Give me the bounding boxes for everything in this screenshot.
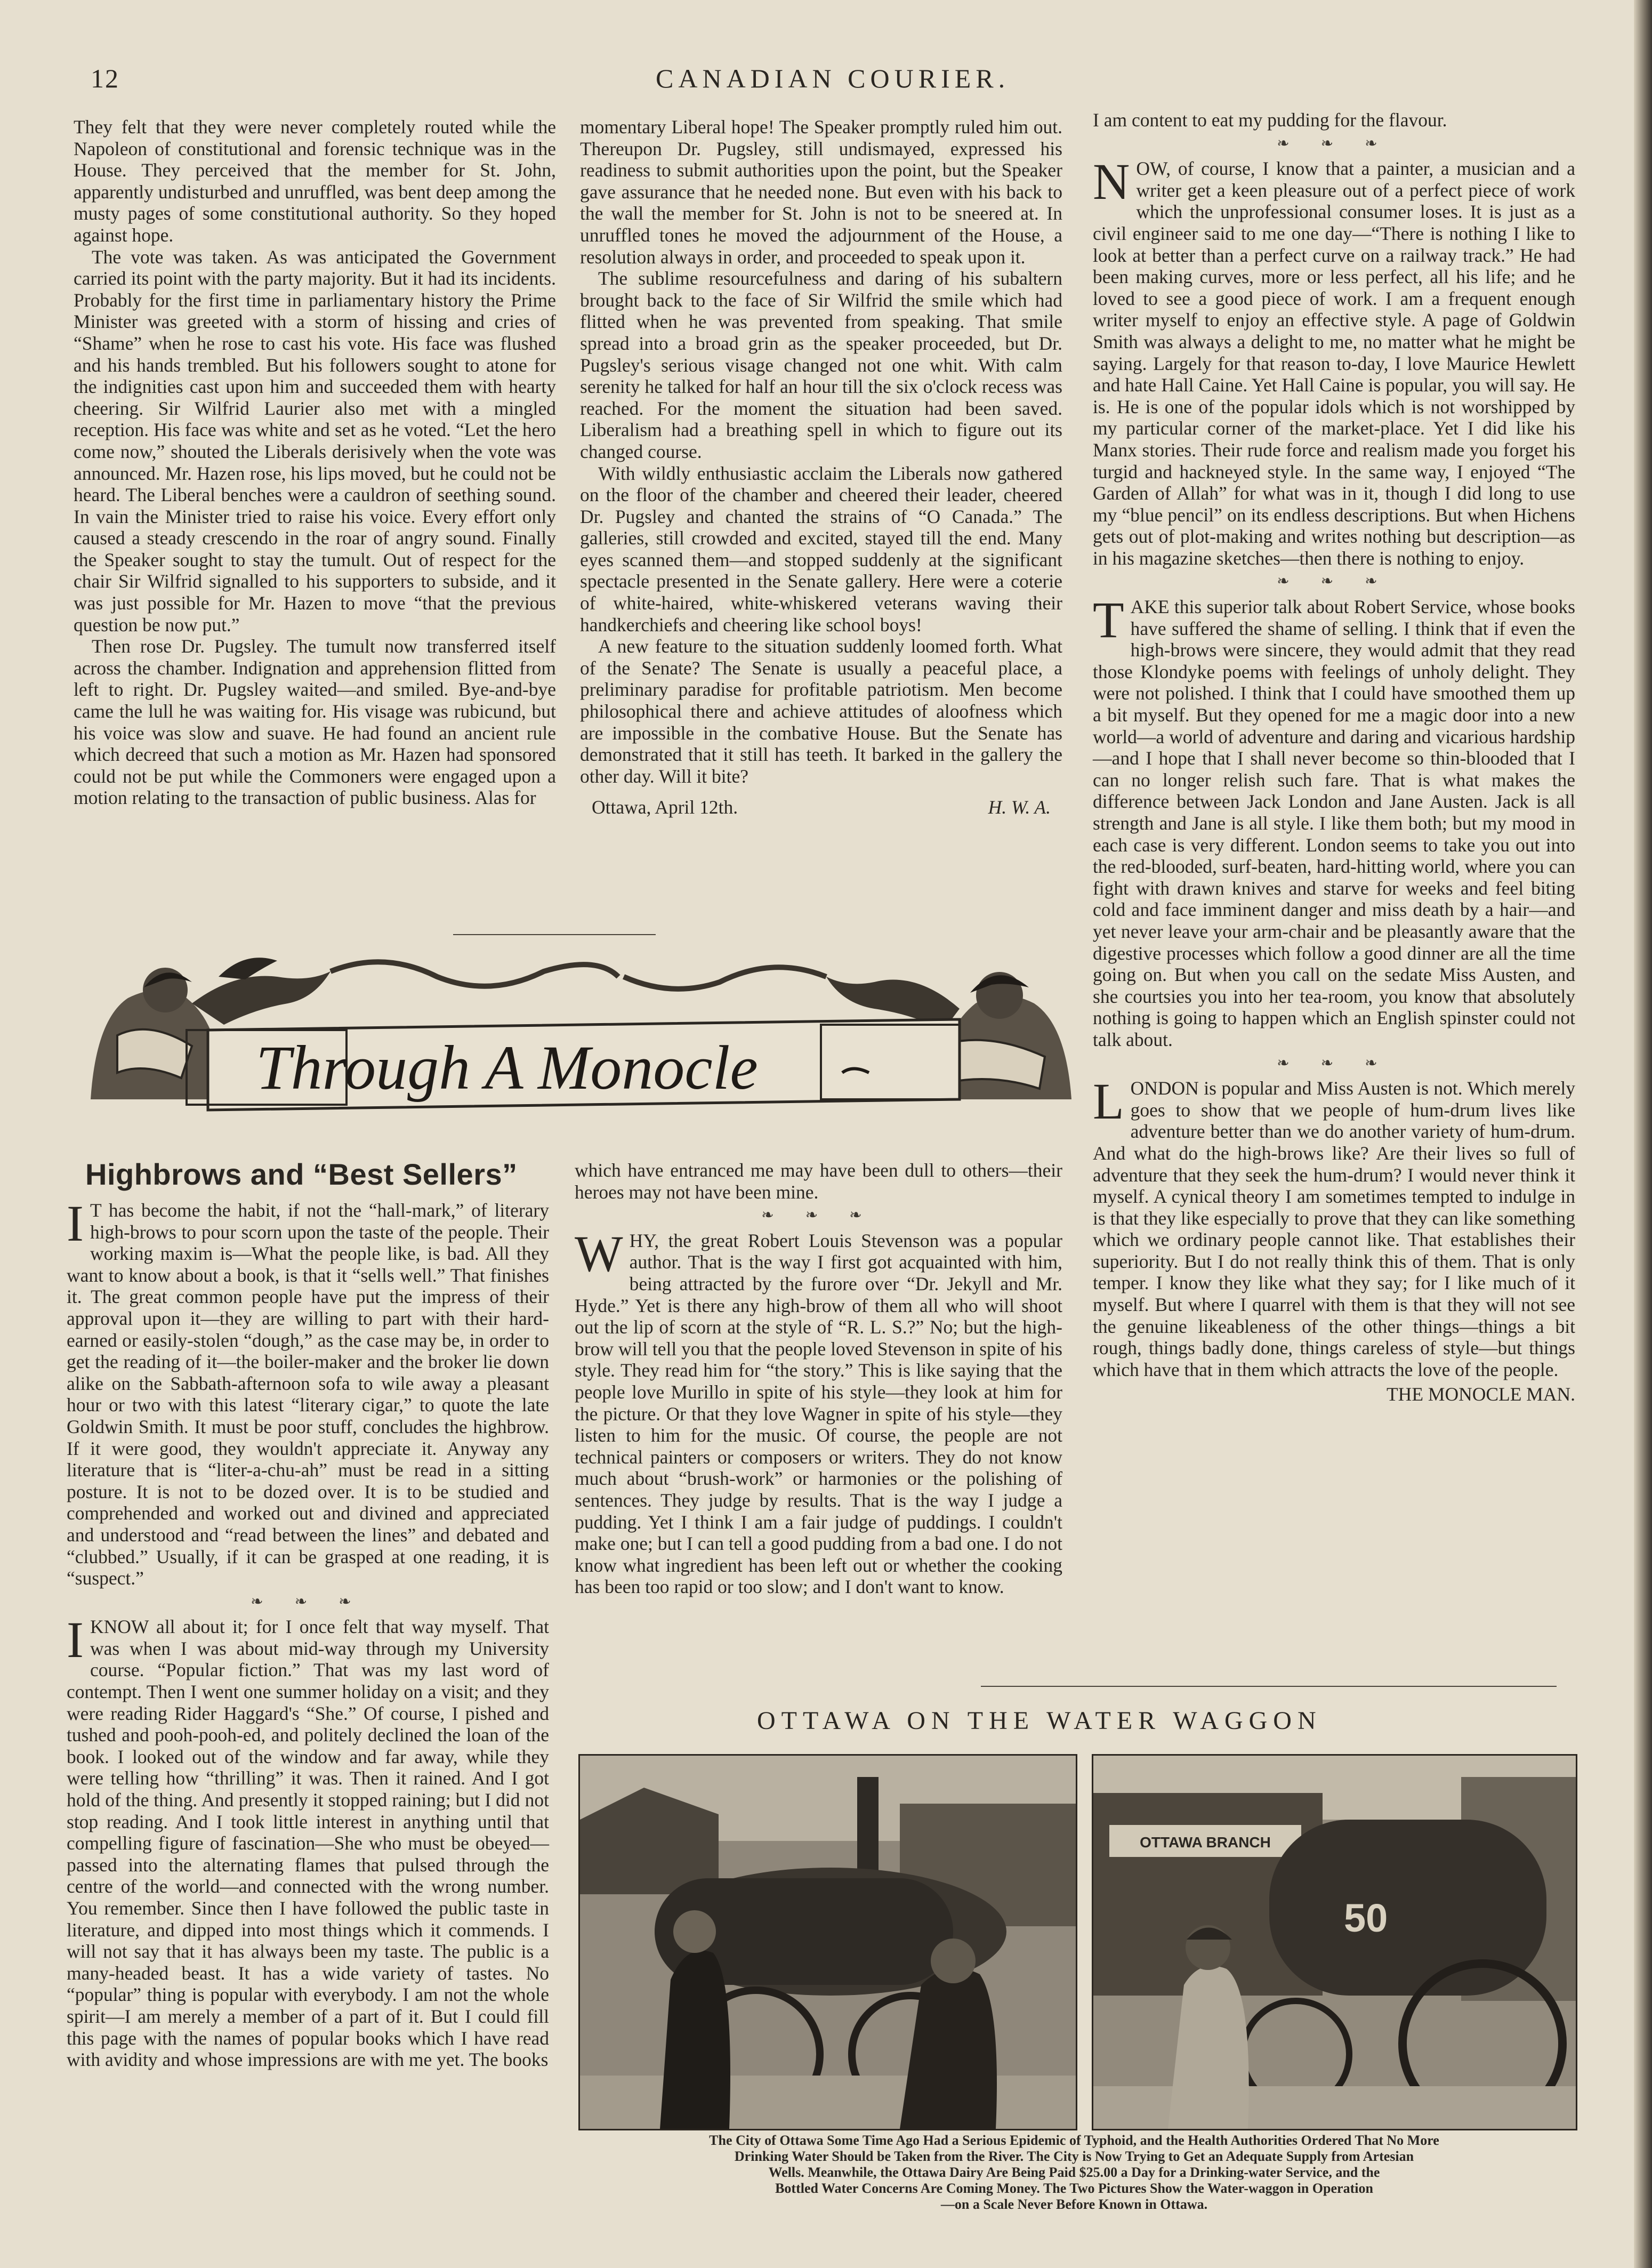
signoff	[580, 797, 1062, 818]
caption-line: The City of Ottawa Some Time Ago Had a Serious Epidemic of Typhoid, and the Health Authorities Ordered That No More	[709, 2133, 1439, 2148]
paragraph: They felt that they were never completely routed while the Napoleon of constitutional and forensic technique was in the House. They perceived that the member for St. John, apparently undisturbed and unruffled, was bent deep among the musty pages of some constitutional authority. So they hoped against hope.	[74, 116, 556, 246]
photo-water-waggon-right	[1092, 1754, 1577, 2130]
paragraph-text: T has become the habit, if not the “hall-mark,” of literary high-brows to pour scorn upon the taste of the people. Their working maxim is—What the people like, is bad. All they want to know about a book, is that it “sells well.” That finishes it. The great common people have put the impress of their approval upon it—they are willing to part with their hard-earned or easily-stolen “dough,” as the case may be, in order to get the reading of it—the boiler-maker and the broker lie down alike on the Sabbath-afternoon sofa to wile away a pleasant hour or two with this latest “literary cigar,” to quote the late Goldwin Smith. It must be poor stuff, concludes the highbrow. If it were good, they wouldn't appreciate it. Anyway any literature that is “liter-a-chu-ah” must be read in a sitting posture. It is not to be dozed over. It is to be studied and comprehended and worked out and divined and appreciated and understood and “read between the lines” and debated and “clubbed.” Usually, if it can be grasped at one reading, it is “suspect.”	[67, 1200, 549, 1589]
caption-line: —on a Scale Never Before Known in Ottawa.	[940, 2197, 1208, 2212]
column-2-top	[580, 116, 1062, 818]
divider-rule	[453, 934, 656, 935]
paragraph: The sublime resourcefulness and daring of his subaltern brought back to the face of Sir Wilfrid the smile which had flitted when he was prevented from speaking. That smile spread into a broad grin as the speaker proceeded, but Dr. Pugsley's serious visage changed not one whit. With calm serenity he talked for half an hour till the six o'clock recess was reached. For the moment the situation had been saved. Liberalism had a breathing spell in which to figure out its changed course.	[580, 268, 1062, 462]
photo-illustration	[580, 1756, 1076, 2129]
divider-rule	[981, 1686, 1557, 1687]
photo-caption	[578, 2133, 1570, 2213]
dateline: Ottawa, April 12th.	[592, 797, 738, 818]
paragraph: I am content to eat my pudding for the flavour.	[1093, 109, 1447, 131]
paragraph-text: KNOW all about it; for I once felt that way myself. That was when I was about mid-way through my University course. “Popular fiction.” That was my last word of contempt. Then I went one summer holiday on a visit; and they were reading Rider Haggard's “She.” Of course, I pished and tushed and pooh-pooh-ed, and politely declined the loan of the book. I looked out of the window and far away, while they were telling how “thrilling” it was. Then it rained. And I got hold of the thing. And presently it stopped raining; but I did not stop reading. And I took little interest in anything until that compelling figure of fascination—She who must be obeyed—passed into the alternating flames that pulsed through the centre of the world—and connected with the wrong number. You remember. Since then I have followed the public taste in literature, and dipped into most things which it commends. I will not say that it has always been my taste. The public is a many-headed beast. It has a wide variety of tastes. No “popular” thing is popular with everybody. I am not the whole spirit—I am merely a member of a part of it. But I could fill this page with the names of popular books which I have read with avidity and whose impressions are with me yet. The books	[67, 1616, 549, 2071]
paragraph: The vote was taken. As was anticipated the Government carried its point with the party majority. But it had its incidents. Probably for the first time in parliamentary history the Prime Minister was greeted with a storm of hissing and cries of “Shame” when he rose to cast his vote. His face was flushed and his hands trembled. But his followers sought to atone for the indignities cast upon him and succeeded them with hearty cheering. Sir Wilfrid Laurier also met with a mingled reception. His face was white and set as he voted. “Let the hero come now,” shouted the Liberals derisively when the vote was announced. Mr. Hazen rose, his lips moved, but he could not be heard. The Liberal benches were a cauldron of seething sound. In vain the Minister tried to raise his voice. Every effort only caused a steady crescendo in the roar of angry sound. Finally the Speaker sought to stay the tumult. Out of respect for the chair Sir Wilfrid signalled to his supporters to subside, and it was just possible for Mr. Hazen to move “that the previous question be now put.”	[74, 246, 556, 636]
section-ornament: ❧ ❧ ❧	[761, 1207, 876, 1224]
paragraph-text: HY, the great Robert Louis Stevenson was a popular author. That is the way I first got acquainted with him, being attracted by the furore over “Dr. Jekyll and Mr. Hyde.” Yet is there any high-brow of them all who will shoot out the lip of scorn at the style of “R. L. S.?” No; but the high-brow will tell you that the people loved Stevenson in spite of his style. They read him for “the story.” This is like saying that the people love Murillo in spite of his style—they look at him for the picture. Or that they love Wagner in spite of his style—they listen to him for the music. Of course, the people are not technical painters or composers or writers. They do not know much about “brush-work” or harmonies or the polishing of sentences. They judge by results. That is the way I judge a pudding. Yet I think I am a fair judge of puddings. I couldn't make one; but I can tell a good pudding from a bad one. I do not know what ingredient has been left out or whether the cooking has been too rapid or too slow; and I don't want to know.	[575, 1229, 1062, 1598]
drop-cap: I	[67, 1611, 84, 1669]
paragraph	[67, 1195, 549, 1589]
photo-illustration	[1093, 1756, 1576, 2129]
drop-cap: N	[1093, 153, 1130, 211]
paragraph	[1093, 153, 1575, 569]
banner-illustration	[85, 939, 1077, 1115]
photo-section-title: OTTAWA ON THE WATER WAGGON	[757, 1707, 1322, 1735]
paragraph	[1093, 1073, 1575, 1380]
paragraph: momentary Liberal hope! The Speaker promptly ruled him out. Thereupon Dr. Pugsley, still undismayed, expressed his readiness to submit authorities upon the point, but the Speaker gave assurance that he needed none. But even with his back to the wall the member for St. John is not to be sneered at. In unruffled tones he moved the adjournment of the House, a resolution always in order, and proceeded to speak upon it.	[580, 116, 1062, 268]
byline: THE MONOCLE MAN.	[1387, 1384, 1575, 1405]
article-headline: Highbrows and “Best Sellers”	[85, 1157, 518, 1191]
paragraph-text: OW, of course, I know that a painter, a musician and a writer get a keen pleasure out of a perfect piece of work which the unprofessional consumer loses. It is just as a civil engineer said to me one day—“There is nothing I like to look at better than a perfect curve on a railway track.” He had been making curves, more or less perfect, all his life; and he loved to see a good piece of work. I am a frequent enough writer myself to enjoy an effective style. A page of Goldwin Smith was always a delight to me, no matter what he might be saying. Largely for that reason to-day, I love Maurice Hewlett and hate Hall Caine. Yet Hall Caine is popular, you will say. He is. He is one of the popular idols which is not worshipped by my particular corner of the market-place. Yet I did like his Manx stories. Their rude force and realism made you forget his turgid and hackneyed style. In the same way, I enjoyed “The Garden of Allah” for what was in it, though I did long to use my “blue pencil” on its endless descriptions. But when Hichens gets out of plot-making and writes nothing but description—as in his magazine sketches—then there is nothing to enjoy.	[1093, 158, 1575, 569]
paragraph: With wildly enthusiastic acclaim the Liberals now gathered on the floor of the chamber and cheered their leader, cheered Dr. Pugsley and chanted the strains of “O Canada.” The galleries, still crowded and excited, stayed till the end. Many eyes scanned them—and stopped suddenly at the significant spectacle presented in the Senate gallery. Here were a coterie of white-haired, white-whiskered veterans waving their handkerchiefs and cheering like school boys!	[580, 462, 1062, 636]
drop-cap: W	[575, 1225, 623, 1282]
column-1-top	[74, 116, 556, 809]
photo-water-waggon-left	[578, 1754, 1077, 2130]
paragraph	[67, 1611, 549, 2071]
tank-number: 50	[1344, 1896, 1388, 1940]
caption-line: Bottled Water Concerns Are Coming Money. The Two Pictures Show the Water-waggon in Operation	[775, 2181, 1373, 2196]
column-1-bottom	[67, 1195, 549, 2071]
paragraph: A new feature to the situation suddenly loomed forth. What of the Senate? The Senate is usually a peaceful place, a preliminary paradise for profitable patriotism. Men become philosophical there and achieve attitudes of aloofness which are impossible in the combative House. But the Senate has demonstrated that it still has teeth. It barked in the gallery the other day. Will it bite?	[580, 636, 1062, 787]
page-number: 12	[91, 63, 119, 93]
through-a-monocle-banner	[85, 939, 1077, 1115]
column-3	[1093, 109, 1575, 1405]
section-ornament: ❧ ❧ ❧	[1277, 135, 1391, 152]
author-initials: H. W. A.	[988, 797, 1051, 818]
caption-line: Drinking Water Should be Taken from the River. The City is Now Trying to Get an Adequate Supply from Artesian	[734, 2149, 1414, 2164]
paragraph-text: AKE this superior talk about Robert Service, whose books have suffered the shame of selling. I think that if even the high-brows were sincere, they would admit that they read those Klondyke poems with feelings of unholy delight. They were not polished. I think that I could have smoothed them up a bit myself. But they opened for me a magic door into a new world—a world of adventure and daring and vicarious hardship—and I hope that I shall never become so thin-blooded that I can no longer relish such fare. That is what makes the difference between Jack London and Jane Austen. Jack is all strength and Jane is all style. I like them both; but my mood in each case is very different. London seems to take you out into the red-blooded, surf-beaten, hard-hitting world, where you can fight with drawn knives and starve for weeks and feel biting cold and face imminent danger and miss death by a hair—and yet never leave your arm-chair and be pleasantly aware that the digestive processes which follow a good dinner are all the time going on. But when you call on the sedate Miss Austen, and she courtsies you into her tea-room, you know that absolutely nothing is going to happen which an English spinster could not talk about.	[1093, 596, 1575, 1050]
drop-cap: L	[1093, 1073, 1124, 1130]
store-sign: OTTAWA BRANCH	[1140, 1834, 1271, 1851]
paragraph	[575, 1225, 1062, 1598]
page-edge	[1634, 0, 1652, 2268]
section-ornament: ❧ ❧ ❧	[251, 1593, 365, 1610]
paragraph: which have entranced me may have been dull to others—their heroes may not have been mine.	[575, 1160, 1062, 1203]
section-ornament: ❧ ❧ ❧	[1277, 1055, 1391, 1072]
caption-line: Wells. Meanwhile, the Ottawa Dairy Are Being Paid $25.00 a Day for a Drinking-water Service, and the	[768, 2165, 1380, 2180]
section-ornament: ❧ ❧ ❧	[1277, 573, 1391, 590]
drop-cap: T	[1093, 591, 1124, 649]
running-head: CANADIAN COURIER.	[656, 63, 1010, 93]
paragraph: Then rose Dr. Pugsley. The tumult now transferred itself across the chamber. Indignation and apprehension flitted from left to right. Dr. Pugsley waited—and smiled. Bye-and-bye came the lull he was waiting for. His visage was rubicund, but his voice was slow and suave. He had found an ancient rule which decreed that such a motion as Mr. Hazen had sponsored could not be put while the Commoners were engaged upon a motion relating to the transaction of public business. Alas for	[74, 636, 556, 809]
paragraph	[1093, 591, 1575, 1050]
banner-title: Through A Monocle	[256, 1033, 758, 1103]
column-2-bottom	[575, 1160, 1062, 1598]
drop-cap: I	[67, 1195, 84, 1252]
paragraph-text: ONDON is popular and Miss Austen is not. Which merely goes to show that we people of hum-drum lives like adventure better than we do another variety of hum-drum. And what do the high-brows like? Are their lives so full of adventure that they seek the hum-drum? I would never think it myself. A cynical theory I am sometimes tempted to indulge in is that they like especially to prove that they can like something which we ordinary people cannot like. That establishes their superiority. But I do not really think this of them. That is only temper. I know they like what they say; for I like much of it myself. But where I quarrel with them is that they will not see the genuine likeableness of the other things—things a bit rough, things badly done, things careless of style—but things which have that in them which attracts the love of the people.	[1093, 1077, 1575, 1380]
